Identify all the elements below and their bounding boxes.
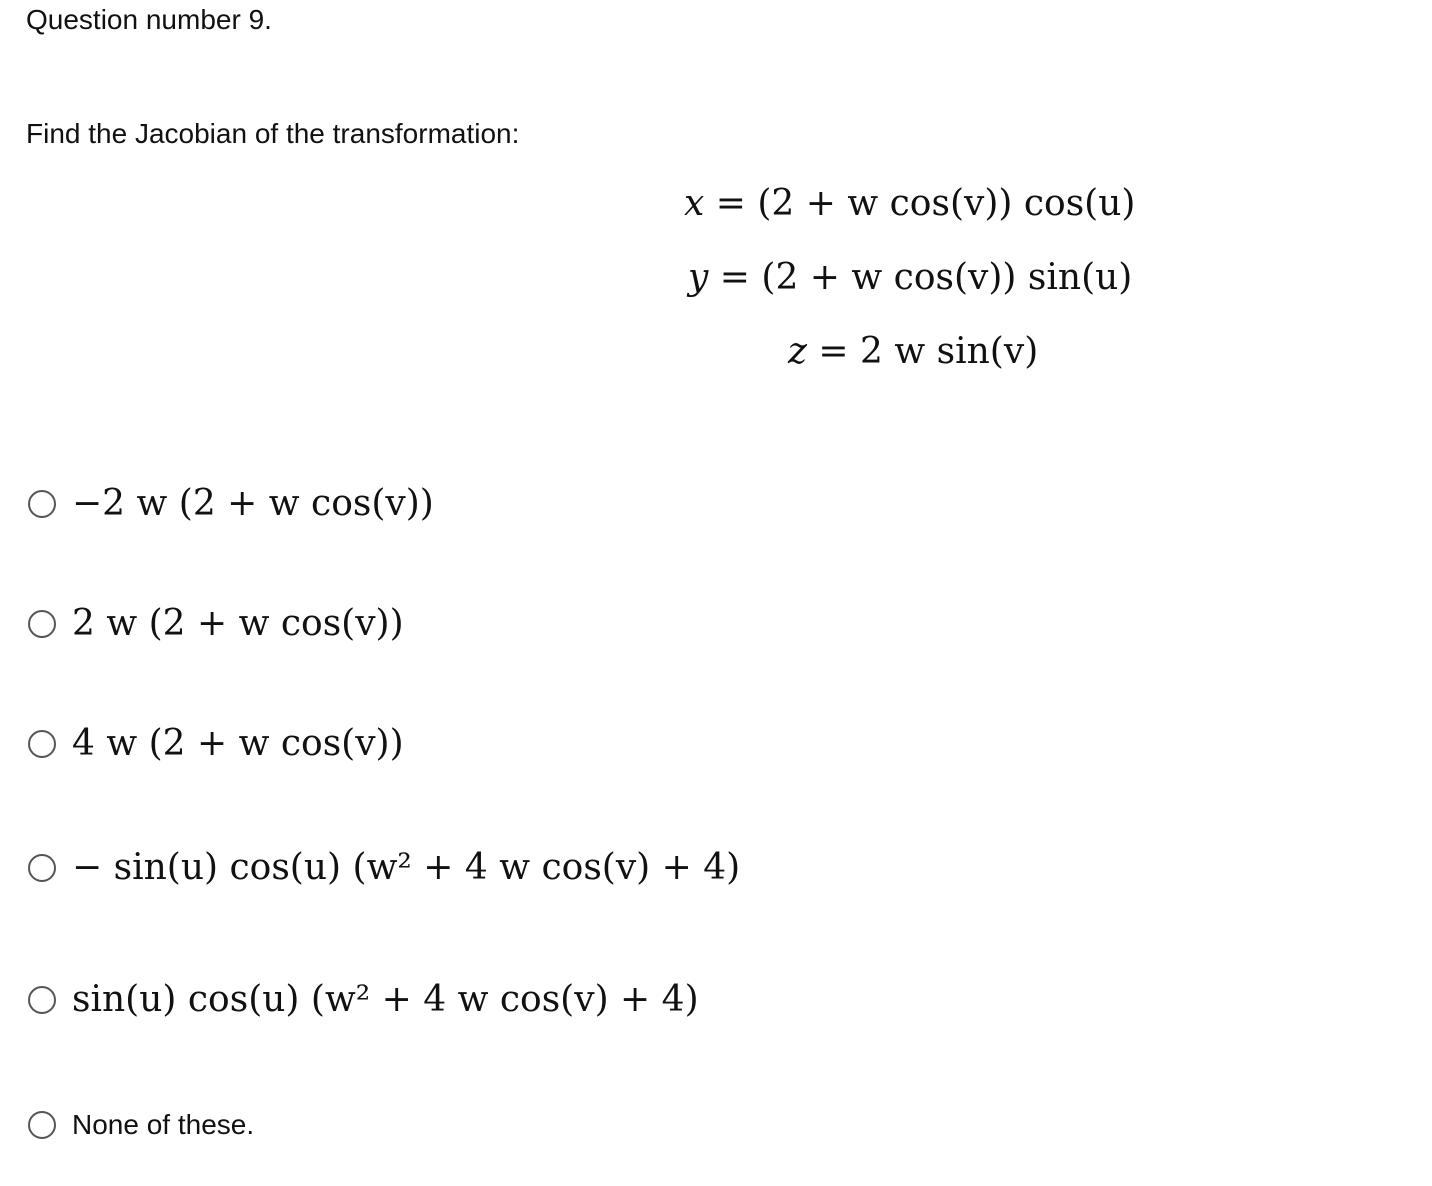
- answer-option-4-label: − sin(u) cos(u) (w² + 4 w cos(v) + 4): [72, 847, 741, 888]
- answer-option-3[interactable]: [28, 722, 404, 766]
- equation-z-lhs: z: [788, 331, 807, 372]
- equation-z: [788, 330, 1038, 374]
- answer-option-3-label: 4 w (2 + w cos(v)): [72, 723, 404, 764]
- answer-option-6[interactable]: [28, 1109, 254, 1141]
- answer-option-4[interactable]: [28, 846, 740, 890]
- equation-x-rhs: = (2 + w cos(v)) cos(u): [715, 183, 1136, 224]
- answer-option-5-label: sin(u) cos(u) (w² + 4 w cos(v) + 4): [72, 979, 699, 1020]
- equation-x: [684, 182, 1135, 226]
- equation-x-lhs: x: [684, 183, 705, 224]
- answer-option-1[interactable]: [28, 482, 434, 526]
- radio-button-6[interactable]: [28, 1111, 56, 1139]
- answer-option-2[interactable]: [28, 602, 404, 646]
- answer-option-6-label: None of these.: [72, 1109, 255, 1140]
- answer-option-1-label: −2 w (2 + w cos(v)): [72, 483, 434, 524]
- equation-y-rhs: = (2 + w cos(v)) sin(u): [719, 257, 1133, 298]
- answer-option-5[interactable]: [28, 978, 699, 1022]
- radio-button-4[interactable]: [28, 854, 56, 882]
- equation-z-rhs: = 2 w sin(v): [818, 331, 1039, 372]
- answer-option-2-label: 2 w (2 + w cos(v)): [72, 603, 404, 644]
- radio-button-2[interactable]: [28, 610, 56, 638]
- radio-button-1[interactable]: [28, 490, 56, 518]
- equation-y-lhs: y: [688, 257, 709, 298]
- equation-y: [688, 256, 1132, 300]
- question-title: Question number 9.: [26, 4, 272, 35]
- radio-button-5[interactable]: [28, 986, 56, 1014]
- question-prompt: Find the Jacobian of the transformation:: [26, 118, 520, 149]
- radio-button-3[interactable]: [28, 730, 56, 758]
